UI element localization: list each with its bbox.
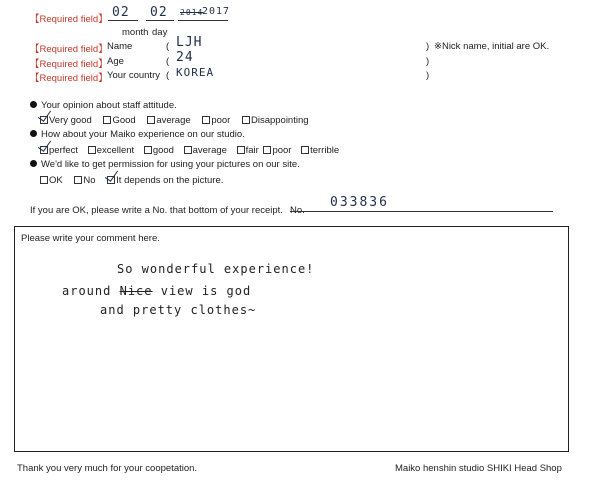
month-value: 02 (112, 5, 130, 20)
comment-line-2-struck: Nice (119, 284, 153, 298)
footer-thanks: Thank you very much for your coopetation. (17, 463, 198, 474)
checkbox[interactable] (103, 116, 111, 124)
required-label-country: 【Required field】 (30, 73, 108, 84)
age-close-paren: ) (426, 56, 430, 67)
country-open-paren: ( (166, 70, 170, 81)
q2-option-excellent[interactable]: excellent (88, 145, 135, 156)
receipt-no-underline[interactable] (290, 211, 553, 212)
q3-option-no[interactable]: No (74, 175, 95, 186)
day-underline (146, 20, 174, 21)
q2-options (40, 145, 348, 156)
q3-option-ok[interactable]: OK (40, 175, 63, 186)
q3-option-depends[interactable]: It depends on the picture. (107, 175, 223, 186)
day-value: 02 (150, 5, 168, 20)
q2-option-terrible[interactable]: terrible (301, 145, 339, 156)
q2-option-good[interactable]: good (144, 145, 174, 156)
comment-line-3: and pretty clothes~ (100, 303, 257, 317)
receipt-no-label: No. (290, 205, 305, 216)
receipt-no-value: 033836 (330, 195, 389, 210)
bullet-icon (30, 101, 37, 108)
age-label: Age (107, 56, 124, 67)
q2-option-average[interactable]: average (184, 145, 227, 156)
q1-option-disappointing[interactable]: Disappointing (242, 115, 309, 126)
checkbox[interactable] (242, 116, 250, 124)
comment-line-2 (62, 284, 251, 298)
country-label: Your country (107, 70, 160, 81)
comment-prompt: Please write your comment here. (21, 233, 160, 244)
name-close-paren: ) (426, 41, 430, 52)
q2-option-poor[interactable]: poor (263, 145, 291, 156)
age-open-paren: ( (166, 56, 170, 67)
q1-option-very-good[interactable]: Very good (40, 115, 92, 126)
checkbox[interactable] (144, 146, 152, 154)
q2-option-fair[interactable]: fair (237, 145, 259, 156)
q2-question-text: How about your Maiko experience on our studio. (41, 129, 245, 140)
name-label: Name (107, 41, 133, 52)
checkbox[interactable] (40, 176, 48, 184)
comment-box[interactable] (14, 226, 569, 452)
q1-question (30, 100, 177, 111)
age-value: 24 (176, 50, 194, 65)
q2-option-perfect[interactable]: perfect (40, 145, 78, 156)
name-value: LJH (176, 35, 203, 50)
required-label-name: 【Required field】 (30, 44, 108, 55)
name-open-paren: ( (166, 41, 170, 52)
checkbox[interactable] (147, 116, 155, 124)
checkbox[interactable] (263, 146, 271, 154)
checkbox[interactable] (202, 116, 210, 124)
year-value: 2017 (202, 6, 231, 17)
q3-options (40, 175, 232, 186)
receipt-instruction: If you are OK, please write a No. that bottom of your receipt. (30, 205, 283, 216)
q1-option-average[interactable]: average (147, 115, 190, 126)
comment-line-1: So wonderful experience! (117, 262, 315, 276)
month-label: month (122, 27, 149, 38)
comment-line-2-start: around (62, 284, 112, 298)
comment-line-2-end: view is god (160, 284, 252, 298)
footer-shop: Maiko henshin studio SHIKI Head Shop (395, 463, 562, 474)
country-value: KOREA (176, 66, 215, 79)
q2-question (30, 129, 245, 140)
bullet-icon (30, 160, 37, 167)
checkbox[interactable] (184, 146, 192, 154)
country-close-paren: ) (426, 70, 430, 81)
q1-question-text: Your opinion about staff attitude. (41, 100, 177, 111)
q3-question (30, 159, 300, 170)
q1-options (40, 115, 318, 126)
day-label: day (152, 27, 168, 38)
nickname-note: ※Nick name, initial are OK. (434, 41, 550, 52)
q3-question-text: We'd like to get permission for using your pictures on our site. (41, 159, 300, 170)
required-label-age: 【Required field】 (30, 59, 108, 70)
year-underline (178, 20, 228, 21)
year-struck-value: 2014 (180, 8, 204, 17)
month-underline (108, 20, 138, 21)
bullet-icon (30, 130, 37, 137)
required-label-date: 【Required field】 (30, 14, 108, 25)
checkbox[interactable] (88, 146, 96, 154)
q1-option-poor[interactable]: poor (202, 115, 230, 126)
checkbox[interactable] (301, 146, 309, 154)
checkbox[interactable] (74, 176, 82, 184)
q1-option-good[interactable]: Good (103, 115, 135, 126)
checkbox[interactable] (237, 146, 245, 154)
